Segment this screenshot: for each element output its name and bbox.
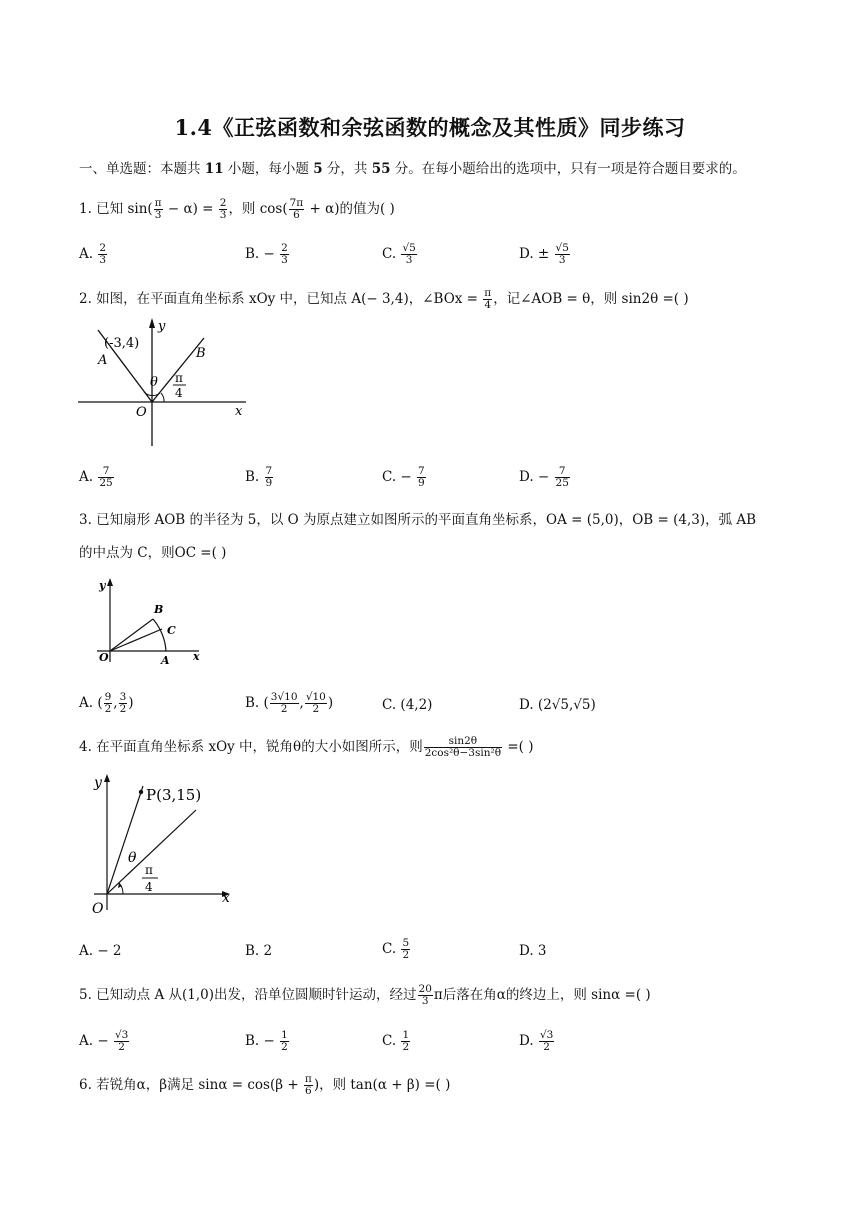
fig2-label-x: x [235,404,243,419]
fig4-point-label: P(3,15) [146,786,202,804]
fig4-label-x: x [222,890,230,906]
fig4-label-pi: π [145,863,153,877]
fig2-label-b: B [196,346,206,361]
question-3-figure [87,576,207,668]
question-6-stem: 6. 若锐角α，β满足 sinα = cos(β + $\frac{\pi}{6}$ )，则 tan(α + β) =( ) [79,1073,451,1097]
section-header: 一、单选题：本题共 11 小题，每小题 5 分，共 55 分。在每小题给出的选项中，只有一项是符合题目要求的。 [79,161,746,177]
q1-option-d: D. ± $\frac{√5}{3}$ [519,242,569,266]
fig2-label-a: A [98,353,108,368]
question-2-figure [78,316,253,450]
fig2-label-pi: π [175,371,183,385]
q1-option-b: B. − $\frac{2}{3}$ [245,242,288,266]
question-3-stem-line1: 3. 已知扇形 AOB 的半径为 5，以 O 为原点建立如图所示的平面直角坐标系，OA = (5,0)，OB = (4,3)，弧 AB [79,512,757,528]
q2-option-d: D. − $\frac{7}{25}$ [519,465,569,489]
question-3-stem-line2: 的中点为 C，则OC =( ) [79,545,227,561]
q1-option-c: C. $\frac{√5}{3}$ [382,242,416,266]
q2-option-a: A. $\frac{7}{25}$ [79,465,113,489]
fig2-point-label: (-3,4) [104,336,140,351]
fig3-label-x: x [193,650,200,663]
q5-option-c: C. $\frac{1}{2}$ [382,1029,410,1053]
q1-option-a: A. $\frac{2}{3}$ [79,242,107,266]
q4-option-a: A. − 2 [79,943,122,959]
fig2-label-y: y [158,319,166,334]
fig4-label-y: y [94,775,102,791]
fig4-label-four: 4 [145,880,153,894]
q3-option-c: C. (4,2) [382,697,433,713]
q5-option-b: B. − $\frac{1}{2}$ [245,1029,288,1053]
q3-option-b: B. ( $\frac{3√10}{2}$ , $\frac{√10}{2}$ ) [245,691,334,715]
fig3-label-c: C [167,624,176,637]
q4-option-d: D. 3 [519,943,547,959]
question-4-figure [88,770,238,920]
question-2-stem: 2. 如图，在平面直角坐标系 xOy 中，已知点 A(− 3,4)，∠BOx = $\frac{\pi}{4}$ ，记∠AOB = θ，则 sin2θ =( ) [79,287,689,311]
fig4-label-theta: θ [128,850,137,866]
fig2-label-four: 4 [175,386,183,400]
q4-option-b: B. 2 [245,943,273,959]
fig2-label-theta: θ [150,375,158,390]
q4-option-c: C. $\frac{5}{2}$ [382,937,410,961]
fig3-label-b: B [154,603,164,616]
fig4-label-o: O [92,901,104,917]
q5-option-d: D. $\frac{√3}{2}$ [519,1029,554,1053]
question-5-stem: 5. 已知动点 A 从(1,0)出发，沿单位圆顺时针运动，经过 $\frac{20}{3}$ π后落在角α的终边上，则 sinα =( ) [79,983,651,1007]
q3-option-d: D. (2√5,√5) [519,697,596,713]
q5-option-a: A. − $\frac{√3}{2}$ [79,1029,129,1053]
question-1-stem: 1. 已知 sin( $\frac{\pi}{3}$ − α) = $\frac{2}{3}$ ，则 cos( $\frac{7\pi}{6}$ + α)的值为( ) [79,197,395,221]
fig3-label-y: y [99,579,106,592]
page-title: 1.4《正弦函数和余弦函数的概念及其性质》同步练习 [174,115,686,140]
q2-option-b: B. $\frac{7}{9}$ [245,465,273,489]
fig2-label-o: O [136,405,147,420]
question-4-stem: 4. 在平面直角坐标系 xOy 中，锐角θ的大小如图所示，则 $\frac{\sin 2\theta}{\text{2cos²θ−3sin²θ}}$ =( ) [79,735,534,759]
fig3-label-o: O [99,651,109,664]
q3-option-a: A. ( $\frac{9}{2}$ , $\frac{3}{2}$ ) [79,691,134,715]
q2-option-c: C. − $\frac{7}{9}$ [382,465,425,489]
fig3-label-a: A [161,654,170,667]
